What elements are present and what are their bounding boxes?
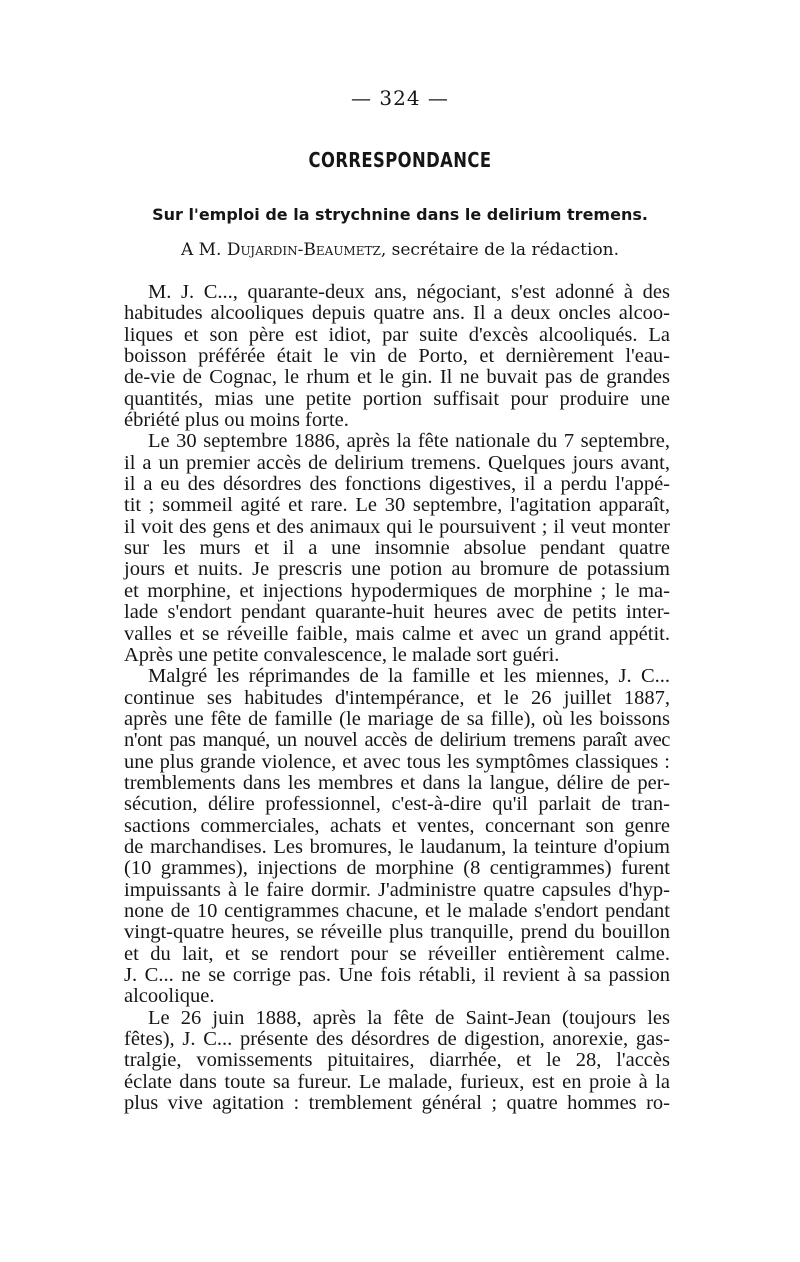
text-line: liques et son père est idiot, par suite d'excès alcooliqués. La [124, 323, 670, 346]
text-line: Après une petite convalescence, le malade sort guéri. [124, 643, 560, 666]
text-line: après une fête de famille (le mariage de sa fille), où les boissons [124, 707, 670, 730]
text-line: boisson préférée était le vin de Porto, et dernièrement l'eau- [124, 345, 670, 368]
text-line: quantités, mias une petite portion suffisait pour produire une [124, 387, 670, 410]
text-line: il a eu des désordres des fonctions digestives, il a perdu l'appé- [124, 473, 670, 496]
text-line: tremblements dans les membres et dans la langue, délire de per- [124, 771, 670, 794]
text-line: M. J. C..., quarante-deux ans, négociant, s'est adonné à des [148, 281, 670, 303]
text-line: lade s'endort pendant quarante-huit heures avec de petits inter- [124, 601, 670, 624]
text-line: il voit des gens et des animaux qui le poursuivent ; il veut monter [124, 515, 670, 538]
text-line: n'ont pas manqué, un nouvel accès de delirium tremens paraît avec [124, 729, 670, 752]
text-line: none de 10 centigrammes chacune, et le malade s'endort pendant [124, 899, 670, 922]
text-line: jours et nuits. Je prescris une potion au bromure de potassium [124, 558, 670, 581]
text-line: J. C... ne se corrige pas. Une fois rétabli, il revient à sa passion [124, 964, 670, 986]
text-line: il a un premier accès de delirium tremens. Quelques jours avant, [124, 451, 670, 474]
text-line: alcoolique. [124, 985, 215, 1008]
text-line: et du lait, et se rendort pour se réveiller entièrement calme. [124, 942, 670, 965]
text-line: tit ; sommeil agité et rare. Le 30 septembre, l'agitation apparaît, [124, 494, 670, 517]
text-line: sactions commerciales, achats et ventes, concernant son genre [124, 814, 670, 837]
addressee-prefix: A M. [180, 240, 222, 260]
text-line: Le 26 juin 1888, après la fête de Saint-Jean (toujours les [148, 1006, 670, 1029]
article-subtitle: Sur l'emploi de la strychnine dans le delirium tremens. [152, 205, 648, 224]
page-number: — 324 — [351, 86, 449, 110]
addressee-suffix: , secrétaire de la rédaction. [380, 240, 620, 260]
text-line: Le 30 septembre 1886, après la fête nationale du 7 septembre, [148, 430, 670, 453]
text-line: de-vie de Cognac, le rhum et le gin. Il ne buvait pas de grandes [124, 366, 670, 389]
text-line: de marchandises. Les bromures, le laudanum, la teinture d'opium [124, 835, 670, 858]
text-line: Malgré les réprimandes de la famille et les miennes, J. C... [148, 665, 670, 688]
section-heading: CORRESPONDANCE [308, 148, 492, 172]
text-line: (10 grammes), injections de morphine (8 centigrammes) furent [124, 857, 670, 880]
addressee-line [0, 240, 800, 260]
text-line: continue ses habitudes d'intempérance, et le 26 juillet 1887, [124, 686, 670, 709]
text-line: plus vive agitation : tremblement général ; quatre hommes ro- [124, 1092, 670, 1115]
text-line: ébriété plus ou moins forte. [124, 409, 349, 432]
text-line: sur les murs et il a une insomnie absolue pendant quatre [124, 537, 670, 560]
letter-body [124, 282, 670, 1114]
text-line: vingt-quatre heures, se réveille plus tranquille, prend du bouillon [124, 921, 670, 944]
text-line: sécution, délire professionnel, c'est-à-dire qu'il parlait de tran- [124, 793, 670, 816]
text-line: et morphine, et injections hypodermiques de morphine ; le ma- [124, 579, 670, 602]
text-line: tralgie, vomissements pituitaires, diarrhée, et le 28, l'accès [124, 1049, 670, 1072]
text-line: éclate dans toute sa fureur. Le malade, furieux, est en proie à la [124, 1070, 670, 1093]
text-line: habitudes alcooliques depuis quatre ans. Il a deux oncles alcoo- [124, 302, 670, 325]
text-line: valles et se réveille faible, mais calme et avec un grand appétit. [124, 622, 670, 645]
addressee-name: Dujardin-Beaumetz [226, 240, 381, 260]
text-line: impuissants à le faire dormir. J'administre quatre capsules d'hyp- [124, 878, 670, 901]
text-line: une plus grande violence, et avec tous les symptômes classiques : [124, 750, 670, 773]
text-line: fêtes), J. C... présente des désordres de digestion, anorexie, gas- [124, 1028, 670, 1051]
